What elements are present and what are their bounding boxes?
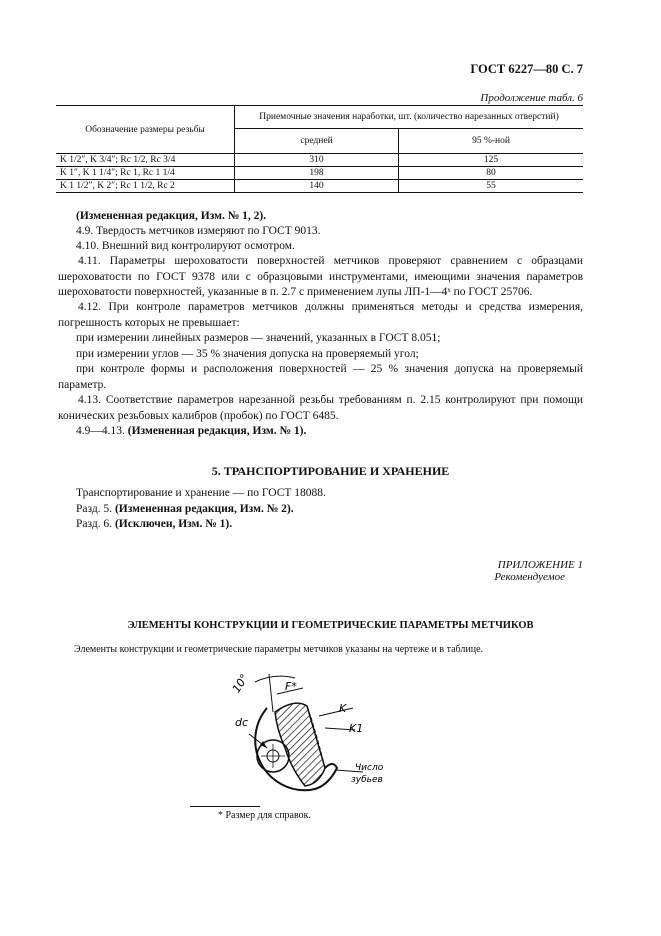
appendix-label: ПРИЛОЖЕНИЕ 1 [497,559,583,571]
k1-label: K1 [349,722,364,735]
edit-note-4-9-4-13: 4.9—4.13. (Измененная редакция, Изм. № 1). [76,425,307,437]
f-label: F* [285,680,297,693]
teeth-label-line-1: Число [355,763,384,773]
footnote-divider [190,806,260,807]
angle-line [269,674,273,712]
table-header-row [56,106,583,129]
appendix-sub: Рекомендуемое [494,571,565,583]
cell-p95: 125 [399,154,583,167]
appendix-intro: Элементы конструкции и геометрические параметры метчиков указаны на чертеже и в таблице. [74,644,484,655]
appendix-title: ЭЛЕМЕНТЫ КОНСТРУКЦИИ И ГЕОМЕТРИЧЕСКИЕ ПАРАМЕТРЫ МЕТЧИКОВ [127,620,534,631]
paragraph-4-13: 4.13. Соответствие параметров нарезанной резьбы требованиям п. 2.15 контролируют при помощи конических резьбовых калибров (пробок) по ГОСТ 6485. [58,394,583,422]
paragraph-4-10: 4.10. Внешний вид контролируют осмотром. [76,240,295,252]
cell-p95: 80 [399,167,583,180]
col-header-designation: Обозначение размеры резьбы [56,106,235,154]
teeth-label-line-2: зубьев [351,775,383,785]
table-continuation-label: Продолжение табл. 6 [480,92,583,104]
transport-text: Транспортирование и хранение — по ГОСТ 18088. [76,487,326,499]
razd5-note: Разд. 5. (Измененная редакция, Изм. № 2). [76,503,294,515]
tap-cross-section-drawing [215,668,415,798]
table-row [56,154,583,167]
paragraph-4-12: 4.12. При контроле параметров метчиков должны применяться методы и средства измерения, погрешность которых не превышает: [58,301,583,329]
paragraph-4-12-c: при контроле формы и расположения поверхностей — 25 % значения допуска на проверяемый параметр. [58,363,583,391]
col-header-group: Приемочные значения наработки, шт. (количество нарезанных отверстий) [235,106,584,129]
cell-p95: 55 [399,180,583,193]
table-6 [56,105,583,193]
dc-label: dc [235,716,249,729]
k-label: K [339,702,347,715]
col-header-p95: 95 %-ной [399,129,583,154]
cell-designation: K 1/2″, K 3/4″; Rc 1/2, Rc 3/4 [56,154,235,167]
cell-designation: K 1″, K 1 1/4″; Rc 1, Rc 1 1/4 [56,167,235,180]
cell-mean: 140 [235,180,399,193]
edit-note-1: (Измененная редакция, Изм. № 1, 2). [76,210,267,222]
k-leader [319,708,353,716]
angle-label: 10° [229,671,252,696]
paragraph-4-9: 4.9. Твердость метчиков измеряют по ГОСТ 9013. [76,225,321,237]
footnote: * Размер для справок. [218,810,311,821]
paragraph-4-12-b: при измерении углов — 35 % значения допуска на проверяемый угол; [76,348,419,360]
table-row [56,180,583,193]
page-header: ГОСТ 6227—80 С. 7 [470,62,583,76]
section-5-title: 5. ТРАНСПОРТИРОВАНИЕ И ХРАНЕНИЕ [211,464,450,478]
razd6-note: Разд. 6. (Исключен, Изм. № 1). [76,518,233,530]
cell-designation: K 1 1/2″, K 2″; Rc 1 1/2, Rc 2 [56,180,235,193]
tooth-section [275,703,325,786]
cell-mean: 198 [235,167,399,180]
paragraph-4-11: 4.11. Параметры шероховатости поверхностей метчиков проверяют сравнением с образцами шероховатости по ГОСТ 9378 или с образцовыми инструментами, имеющими значения параметров шероховатости поверхностей, указанные в п. 2.7 с применением лупы ЛП-1—4ˣ по ГОСТ 25706. [58,255,583,298]
table-row [56,167,583,180]
cell-mean: 310 [235,154,399,167]
paragraph-4-12-a: при измерении линейных размеров — значений, указанных в ГОСТ 8.051; [76,332,441,344]
col-header-mean: средней [235,129,399,154]
